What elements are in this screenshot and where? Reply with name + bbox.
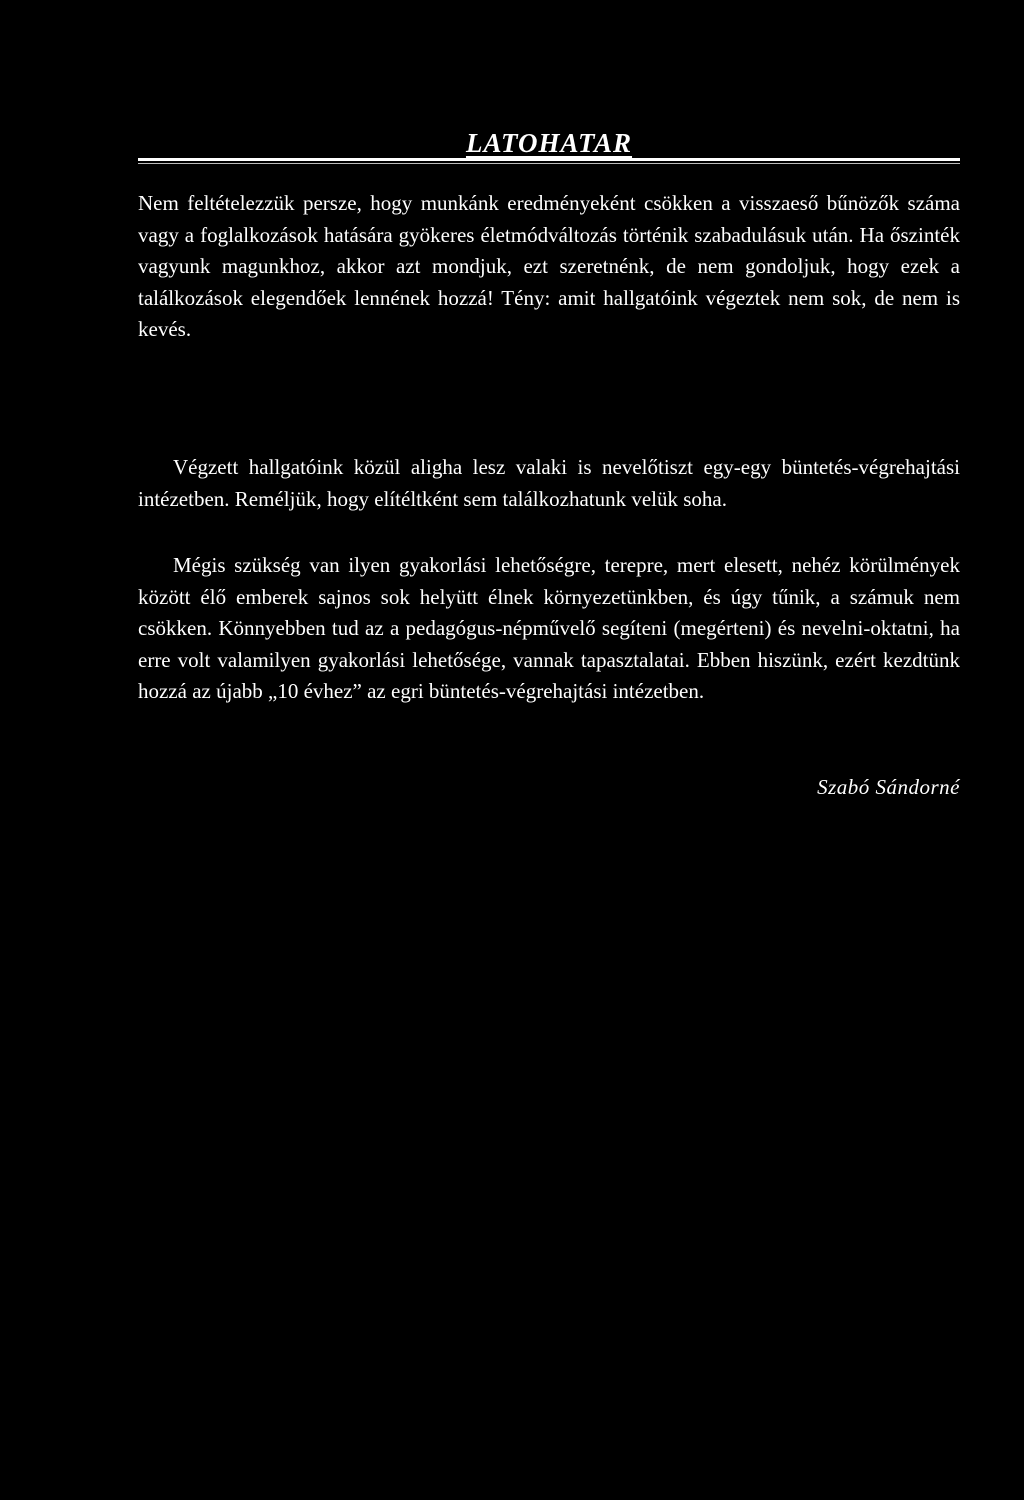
page-header — [138, 118, 960, 168]
header-title: LATOHATAR — [465, 128, 633, 158]
header-rule-thin — [138, 163, 960, 164]
author-signature: Szabó Sándorné — [817, 775, 960, 799]
paragraph-1: Nem feltételezzük persze, hogy munkánk eredményeként csökken a visszaeső bűnözők száma vagy a foglalkozások hatására gyökeres életmódváltozás történik szabadulásuk után. Ha őszinték vagyunk magunkhoz, akkor azt mondjuk, ezt szeretnénk, de nem gondoljuk, hogy ezek a találkozások elegendőek lennének hozzá! Tény: amit hallgatóink végeztek nem sok, de nem is kevés. — [138, 191, 960, 341]
paragraph-2: Végzett hallgatóink közül aligha lesz valaki is nevelőtiszt egy-egy büntetés-végrehajtási intézetben. Reméljük, hogy elítéltként sem találkozhatunk velük soha. — [138, 455, 960, 511]
header-rule — [138, 158, 960, 161]
paragraph-3: Mégis szükség van ilyen gyakorlási lehetőségre, terepre, mert elesett, nehéz körülmények között élő emberek sajnos sok helyütt élnek környezetünkben, és úgy tűnik, a számuk nem csökken. Könnyebben tud az a pedagógus-népművelő segíteni (megérteni) és nevelni-oktatni, ha erre volt valamilyen gyakorlási lehetősége, vannak tapasztalatai. Ebben hiszünk, ezért kezdtünk hozzá az újabb „10 évhez” az egri büntetés-végrehajtási intézetben. — [138, 553, 960, 703]
